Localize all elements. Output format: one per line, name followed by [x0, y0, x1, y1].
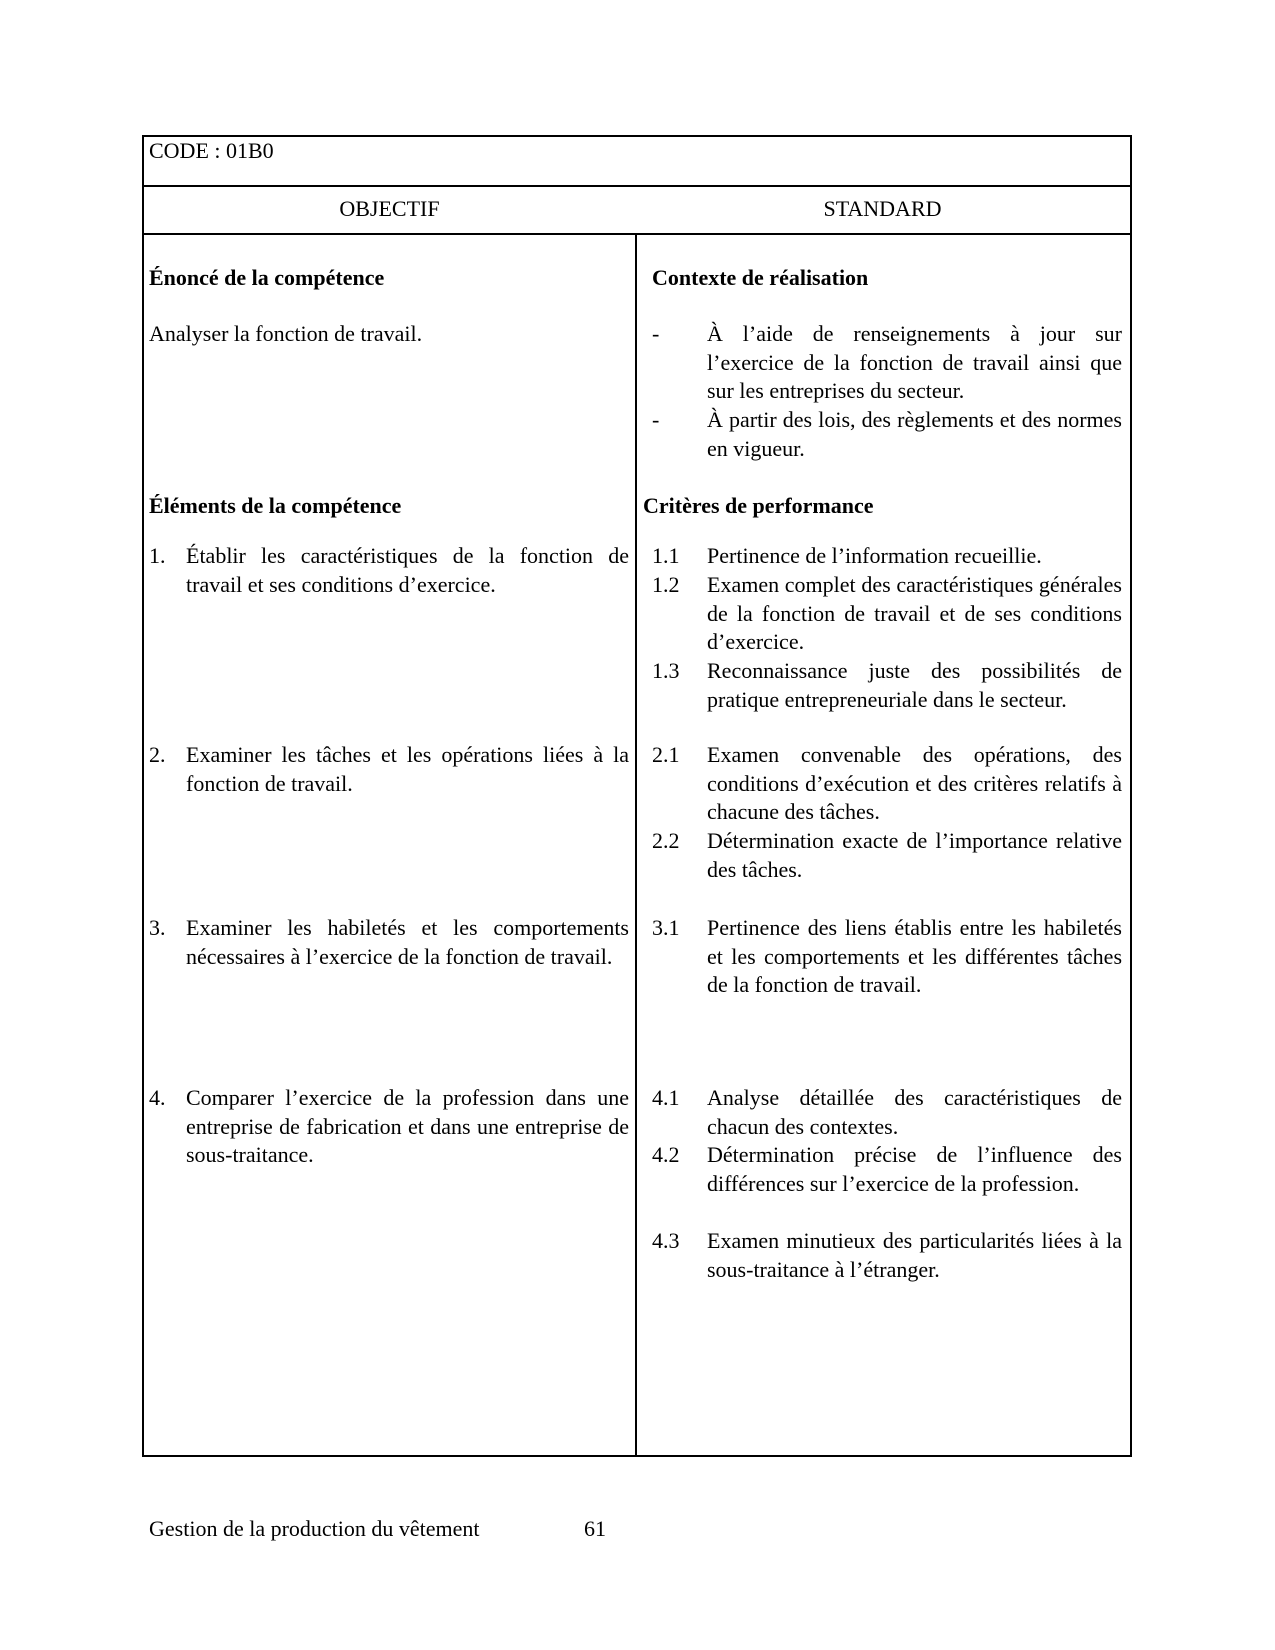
- element-text: Examiner les tâches et les opérations liées à la fonction de travail.: [186, 742, 629, 796]
- page-number: 61: [584, 1516, 606, 1541]
- critere-text: Pertinence de l’information recueillie.: [707, 543, 1042, 568]
- critere-text: Reconnaissance juste des possibilités de pratique entrepreneuriale dans le secteur.: [707, 658, 1122, 712]
- footer-title: Gestion de la production du vêtement: [149, 1516, 480, 1541]
- critere-text: Examen minutieux des particularités liées à la sous-traitance à l’étranger.: [707, 1228, 1122, 1282]
- row-divider: [144, 185, 1130, 187]
- bullet: -: [652, 407, 660, 432]
- element-text: Examiner les habiletés et les comportements nécessaires à l’exercice de la fonction de travail.: [186, 915, 629, 969]
- critere-number: 3.1: [652, 915, 680, 940]
- element-number: 4.: [149, 1085, 166, 1110]
- critere-number: 2.1: [652, 742, 680, 767]
- critere-item: [652, 827, 1122, 884]
- critere-text: Détermination exacte de l’importance relative des tâches.: [707, 828, 1122, 882]
- criteres-heading: Critères de performance: [643, 493, 874, 518]
- critere-item: [652, 1227, 1122, 1284]
- critere-text: Analyse détaillée des caractéristiques de chacun des contextes.: [707, 1085, 1122, 1139]
- critere-text: Détermination précise de l’influence des différences sur l’exercice de la profession.: [707, 1142, 1122, 1196]
- row-divider: [144, 233, 1130, 235]
- contexte-item: [652, 320, 1122, 406]
- critere-number: 1.3: [652, 658, 680, 683]
- critere-text: Examen convenable des opérations, des conditions d’exécution et des critères relatifs à chacune des tâches.: [707, 742, 1122, 825]
- element-text: Comparer l’exercice de la profession dans une entreprise de fabrication et dans une entreprise de sous-traitance.: [186, 1085, 629, 1168]
- critere-number: 4.3: [652, 1228, 680, 1253]
- contexte-text: À l’aide de renseignements à jour sur l’exercice de la fonction de travail ainsi que sur les entreprises du secteur.: [707, 321, 1122, 404]
- contexte-text: À partir des lois, des règlements et des normes en vigueur.: [707, 407, 1122, 461]
- element-number: 3.: [149, 915, 166, 940]
- critere-item: [652, 657, 1122, 714]
- element-number: 1.: [149, 543, 166, 568]
- critere-item: [652, 542, 1122, 571]
- code-label: CODE : 01B0: [149, 138, 274, 163]
- enonce-text: Analyser la fonction de travail.: [149, 321, 423, 346]
- element-number: 2.: [149, 742, 166, 767]
- critere-item: [652, 741, 1122, 827]
- contexte-heading: Contexte de réalisation: [652, 265, 869, 290]
- critere-number: 2.2: [652, 828, 680, 853]
- critere-text: Pertinence des liens établis entre les habiletés et les comportements et les différentes tâches de la fonction de travail.: [707, 915, 1122, 998]
- critere-number: 4.1: [652, 1085, 680, 1110]
- elements-heading: Éléments de la compétence: [149, 493, 402, 518]
- enonce-heading: Énoncé de la compétence: [149, 265, 385, 290]
- element-item: [149, 914, 629, 971]
- element-item: [149, 1084, 629, 1170]
- element-item: [149, 741, 629, 798]
- critere-item: [652, 1141, 1122, 1198]
- critere-item: [652, 914, 1122, 1000]
- element-item: [149, 542, 629, 599]
- header-objectif: OBJECTIF: [339, 196, 440, 221]
- critere-number: 1.2: [652, 572, 680, 597]
- critere-item: [652, 571, 1122, 657]
- critere-item: [652, 1084, 1122, 1141]
- bullet: -: [652, 321, 660, 346]
- critere-text: Examen complet des caractéristiques générales de la fonction de travail et de ses conditions d’exercice.: [707, 572, 1122, 655]
- critere-number: 1.1: [652, 543, 680, 568]
- column-divider: [635, 235, 637, 1455]
- critere-number: 4.2: [652, 1142, 680, 1167]
- header-standard: STANDARD: [823, 196, 942, 221]
- element-text: Établir les caractéristiques de la fonction de travail et ses conditions d’exercice.: [186, 543, 629, 597]
- contexte-item: [652, 406, 1122, 463]
